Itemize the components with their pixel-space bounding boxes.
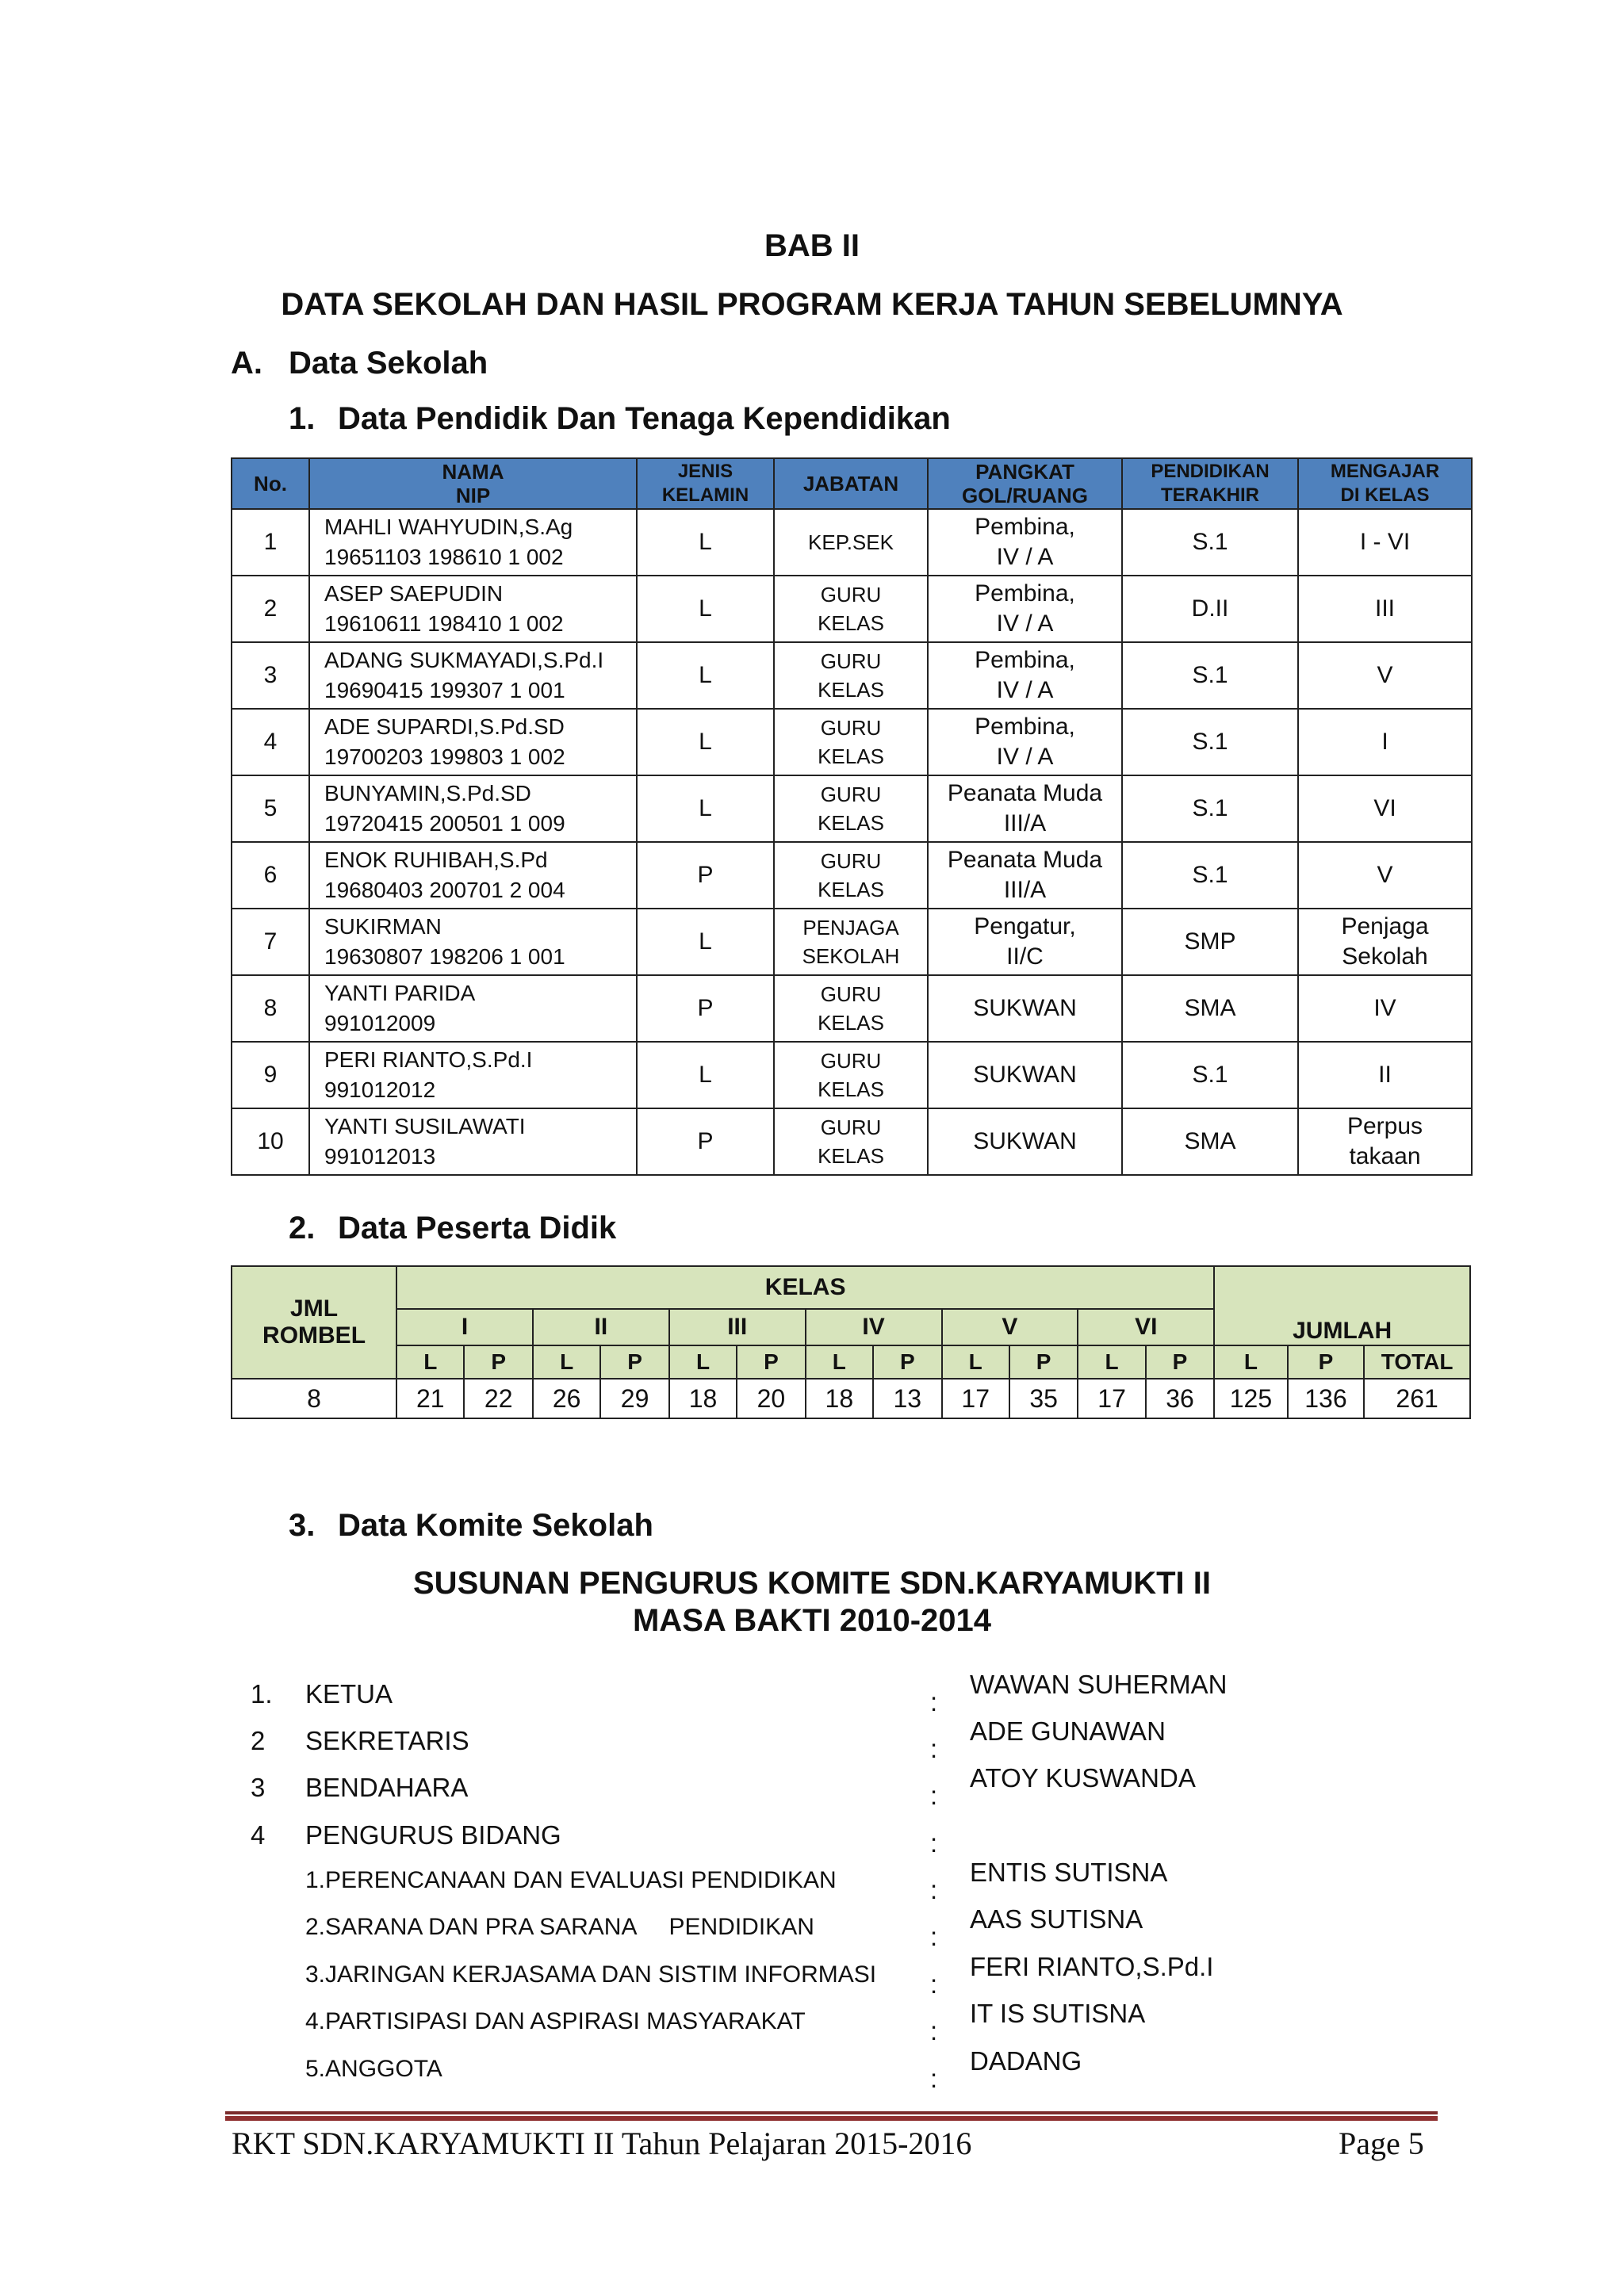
teacher-position-line1: KEP.SEK — [808, 530, 894, 554]
student-value: 21 — [396, 1379, 464, 1418]
teacher-position-line2: KELAS — [818, 1077, 884, 1101]
teacher-position-line2: KELAS — [818, 678, 884, 702]
committee-role: 4.PARTISIPASI DAN ASPIRASI MASYARAKAT — [305, 2008, 806, 2034]
teacher-name: ADANG SUKMAYADI,S.Pd.I — [324, 648, 604, 672]
teacher-class-line1: V — [1377, 862, 1393, 888]
teacher-row — [232, 775, 1472, 842]
student-value: 13 — [873, 1379, 941, 1418]
section-a-number: A. — [231, 346, 262, 381]
header-jenis-kelamin — [637, 458, 774, 509]
lp-header: P — [873, 1345, 941, 1379]
teacher-name-cell — [309, 1042, 637, 1108]
teacher-position-line1: GURU — [820, 1115, 882, 1139]
student-value: 18 — [669, 1379, 737, 1418]
class-header: VI — [1078, 1309, 1214, 1345]
committee-row — [0, 1716, 1624, 1770]
student-value: 17 — [1078, 1379, 1145, 1418]
header-jumlah: JUMLAH — [1214, 1266, 1470, 1345]
committee-row — [0, 1904, 1624, 1958]
teacher-rank — [928, 709, 1122, 775]
teacher-education: S.1 — [1122, 1042, 1298, 1108]
teacher-position-line2: SEKOLAH — [802, 944, 900, 968]
student-value: 36 — [1146, 1379, 1214, 1418]
teacher-rank — [928, 1108, 1122, 1175]
teacher-position-line1: GURU — [820, 583, 882, 607]
committee-member: ENTIS SUTISNA — [970, 1858, 1168, 1887]
committee-row — [0, 1999, 1624, 2053]
teacher-education: S.1 — [1122, 642, 1298, 709]
teacher-rank — [928, 975, 1122, 1042]
teacher-nip: 991012012 — [324, 1077, 436, 1102]
teacher-class — [1298, 642, 1472, 709]
teacher-class — [1298, 775, 1472, 842]
teacher-class-line2: takaan — [1349, 1143, 1421, 1169]
teacher-name: BUNYAMIN,S.Pd.SD — [324, 781, 531, 806]
committee-role: BENDAHARA — [305, 1773, 469, 1802]
teacher-rank-line2: III/A — [1003, 810, 1047, 836]
teacher-position-line1: GURU — [820, 982, 882, 1006]
lp-header-row — [232, 1345, 1470, 1379]
teacher-position — [774, 576, 928, 642]
committee-role: SEKRETARIS — [305, 1726, 469, 1755]
teacher-nip: 991012009 — [324, 1011, 436, 1035]
student-value: 29 — [600, 1379, 668, 1418]
teacher-table — [231, 457, 1473, 1176]
teacher-name: YANTI PARIDA — [324, 981, 476, 1005]
teacher-gender: P — [637, 975, 774, 1042]
committee-colon: : — [930, 1875, 938, 1904]
footer-rule — [225, 2111, 1438, 2114]
lp-header: L — [942, 1345, 1009, 1379]
teacher-class-line1: III — [1374, 595, 1395, 622]
header-mengajar-line1: MENGAJAR — [1330, 461, 1440, 482]
header-rombel-line2: ROMBEL — [262, 1322, 366, 1349]
teacher-position — [774, 842, 928, 909]
committee-role: PENGURUS BIDANG — [305, 1820, 561, 1850]
committee-member: WAWAN SUHERMAN — [970, 1670, 1228, 1699]
teacher-position-line1: GURU — [820, 783, 882, 806]
teacher-position-line2: KELAS — [818, 744, 884, 768]
committee-row — [0, 1670, 1624, 1724]
teacher-position — [774, 709, 928, 775]
footer-title: RKT SDN.KARYAMUKTI II Tahun Pelajaran 2015-2016 — [232, 2126, 972, 2161]
committee-role: 3.JARINGAN KERJASAMA DAN SISTIM INFORMASI — [305, 1961, 877, 1988]
teacher-position — [774, 1108, 928, 1175]
teacher-class-line1: VI — [1373, 795, 1396, 821]
teacher-name: ADE SUPARDI,S.Pd.SD — [324, 714, 565, 739]
teacher-nip: 19700203 199803 1 002 — [324, 744, 565, 769]
teacher-name: PERI RIANTO,S.Pd.I — [324, 1047, 533, 1072]
teacher-gender: L — [637, 775, 774, 842]
committee-member: ADE GUNAWAN — [970, 1716, 1166, 1746]
class-header: II — [533, 1309, 669, 1345]
sub3-number: 3. — [289, 1508, 316, 1543]
teacher-no: 6 — [232, 842, 309, 909]
teacher-gender: L — [637, 1042, 774, 1108]
lp-header: L — [669, 1345, 737, 1379]
lp-header: P — [600, 1345, 668, 1379]
teacher-row — [232, 509, 1472, 576]
teacher-rank — [928, 509, 1122, 576]
teacher-class-line1: I - VI — [1359, 529, 1411, 555]
committee-role: 5.ANGGOTA — [305, 2056, 442, 2082]
committee-number: 4 — [251, 1820, 266, 1850]
teacher-gender: P — [637, 842, 774, 909]
student-value-row — [232, 1379, 1470, 1418]
teacher-education: SMA — [1122, 975, 1298, 1042]
teacher-position-line2: KELAS — [818, 1011, 884, 1035]
teacher-row — [232, 842, 1472, 909]
teacher-rank-line2: IV / A — [996, 610, 1054, 637]
committee-member: IT IS SUTISNA — [970, 1999, 1146, 2028]
committee-colon: : — [930, 1969, 938, 1999]
teacher-position-line2: KELAS — [818, 1144, 884, 1168]
teacher-nip: 19630807 198206 1 001 — [324, 944, 565, 969]
committee-colon: : — [930, 1734, 938, 1763]
committee-row — [0, 1952, 1624, 2006]
lp-header: TOTAL — [1364, 1345, 1470, 1379]
header-no: No. — [232, 458, 309, 509]
teacher-class — [1298, 909, 1472, 975]
sub1-title: Data Pendidik Dan Tenaga Kependidikan — [338, 401, 951, 436]
committee-member: AAS SUTISNA — [970, 1904, 1143, 1934]
teacher-position-line1: GURU — [820, 649, 882, 673]
teacher-rank-line2: III/A — [1003, 877, 1047, 903]
sub2-number: 2. — [289, 1211, 316, 1246]
lp-header: L — [1214, 1345, 1287, 1379]
teacher-class — [1298, 509, 1472, 576]
header-pangkat-line2: GOL/RUANG — [962, 484, 1088, 507]
committee-title: SUSUNAN PENGURUS KOMITE SDN.KARYAMUKTI II — [413, 1566, 1211, 1601]
committee-period: MASA BAKTI 2010-2014 — [632, 1603, 991, 1638]
header-pangkat — [928, 458, 1122, 509]
teacher-gender: L — [637, 909, 774, 975]
class-header: I — [396, 1309, 533, 1345]
committee-role: 2.SARANA DAN PRA SARANA PENDIDIKAN — [305, 1914, 814, 1940]
header-nama-nip — [309, 458, 637, 509]
teacher-education: SMA — [1122, 1108, 1298, 1175]
lp-header: L — [806, 1345, 873, 1379]
teacher-name-cell — [309, 975, 637, 1042]
teacher-row — [232, 576, 1472, 642]
teacher-no: 2 — [232, 576, 309, 642]
student-value: 136 — [1288, 1379, 1364, 1418]
committee-row — [0, 1858, 1624, 1911]
teacher-position — [774, 1042, 928, 1108]
header-pend-line2: TERAKHIR — [1161, 484, 1259, 506]
teacher-name-cell — [309, 709, 637, 775]
teacher-rank-line1: Peanata Muda — [947, 780, 1103, 806]
header-pend-line1: PENDIDIKAN — [1151, 461, 1270, 482]
lp-header: P — [737, 1345, 805, 1379]
footer-page-number: Page 5 — [1339, 2126, 1424, 2161]
teacher-rank-line2: IV / A — [996, 744, 1054, 770]
teacher-education: S.1 — [1122, 709, 1298, 775]
teacher-position — [774, 775, 928, 842]
header-mengajar — [1298, 458, 1472, 509]
teacher-row — [232, 1108, 1472, 1175]
teacher-name-cell — [309, 775, 637, 842]
teacher-rank-line2: IV / A — [996, 677, 1054, 703]
teacher-position-line2: KELAS — [818, 811, 884, 835]
teacher-name: MAHLI WAHYUDIN,S.Ag — [324, 515, 573, 539]
teacher-class-line2: Sekolah — [1342, 943, 1428, 970]
teacher-gender: L — [637, 709, 774, 775]
teacher-rank-line1: Pembina, — [975, 714, 1075, 740]
student-value: 20 — [737, 1379, 805, 1418]
header-mengajar-line2: DI KELAS — [1340, 484, 1430, 506]
teacher-position — [774, 975, 928, 1042]
teacher-name-cell — [309, 576, 637, 642]
committee-role: KETUA — [305, 1679, 393, 1709]
header-nip: NIP — [455, 484, 491, 507]
teacher-class-line1: Penjaga — [1341, 913, 1429, 939]
teacher-gender: L — [637, 642, 774, 709]
teacher-position-line1: GURU — [820, 1049, 882, 1073]
committee-row — [0, 2046, 1624, 2100]
teacher-class — [1298, 975, 1472, 1042]
committee-colon: : — [930, 2064, 938, 2093]
teacher-row — [232, 909, 1472, 975]
sub2-title: Data Peserta Didik — [338, 1211, 617, 1246]
header-jabatan: JABATAN — [774, 458, 928, 509]
teacher-nip: 19690415 199307 1 001 — [324, 678, 565, 702]
teacher-rank — [928, 909, 1122, 975]
header-jk-line2: KELAMIN — [661, 484, 749, 506]
lp-header: L — [1078, 1345, 1145, 1379]
teacher-class-line1: II — [1378, 1062, 1392, 1088]
teacher-rank — [928, 1042, 1122, 1108]
committee-member: ATOY KUSWANDA — [970, 1763, 1196, 1793]
teacher-name-cell — [309, 642, 637, 709]
committee-colon: : — [930, 1687, 938, 1716]
student-value: 35 — [1009, 1379, 1078, 1418]
teacher-rank-line1: Pembina, — [975, 580, 1075, 607]
teacher-position-line1: GURU — [820, 849, 882, 873]
teacher-nip: 19720415 200501 1 009 — [324, 811, 565, 836]
teacher-education: S.1 — [1122, 775, 1298, 842]
teacher-class — [1298, 1108, 1472, 1175]
header-kelas: KELAS — [396, 1266, 1214, 1309]
header-jk-line1: JENIS — [677, 461, 733, 482]
teacher-row — [232, 642, 1472, 709]
committee-colon: : — [930, 1781, 938, 1810]
student-table — [231, 1265, 1471, 1419]
teacher-no: 1 — [232, 509, 309, 576]
teacher-position — [774, 509, 928, 576]
teacher-no: 4 — [232, 709, 309, 775]
sub1-number: 1. — [289, 401, 316, 436]
lp-header: P — [1146, 1345, 1214, 1379]
teacher-name: YANTI SUSILAWATI — [324, 1114, 526, 1138]
committee-colon: : — [930, 1922, 938, 1951]
teacher-rank — [928, 576, 1122, 642]
lp-header: P — [1288, 1345, 1364, 1379]
teacher-rank-line1: Pembina, — [975, 647, 1075, 673]
teacher-name: SUKIRMAN — [324, 914, 442, 939]
committee-row — [0, 1820, 1624, 1865]
sub3-title: Data Komite Sekolah — [338, 1508, 653, 1543]
teacher-name-cell — [309, 1108, 637, 1175]
teacher-table-body — [232, 509, 1472, 1175]
teacher-class-line1: Perpus — [1346, 1113, 1423, 1139]
teacher-education: SMP — [1122, 909, 1298, 975]
teacher-class — [1298, 709, 1472, 775]
teacher-gender: L — [637, 509, 774, 576]
teacher-nip: 991012013 — [324, 1144, 436, 1169]
header-pangkat-line1: PANGKAT — [975, 460, 1074, 484]
sub2-heading — [289, 1211, 616, 1246]
teacher-table-header — [232, 458, 1472, 509]
teacher-position — [774, 642, 928, 709]
teacher-row — [232, 709, 1472, 775]
student-value: 26 — [533, 1379, 600, 1418]
committee-member: DADANG — [970, 2046, 1082, 2076]
teacher-rank — [928, 842, 1122, 909]
teacher-education: S.1 — [1122, 842, 1298, 909]
committee-number: 1. — [251, 1679, 273, 1709]
footer-rule-thick — [225, 2116, 1438, 2121]
teacher-no: 7 — [232, 909, 309, 975]
student-value: 22 — [464, 1379, 532, 1418]
teacher-nip: 19680403 200701 2 004 — [324, 878, 565, 902]
teacher-class-line1: I — [1381, 729, 1388, 755]
teacher-no: 9 — [232, 1042, 309, 1108]
teacher-name: ENOK RUHIBAH,S.Pd — [324, 848, 548, 872]
teacher-name-cell — [309, 509, 637, 576]
header-jml-rombel — [232, 1266, 396, 1379]
student-value: 8 — [232, 1379, 396, 1418]
teacher-class — [1298, 842, 1472, 909]
teacher-no: 5 — [232, 775, 309, 842]
class-header: IV — [806, 1309, 942, 1345]
teacher-rank-line1: SUKWAN — [973, 995, 1077, 1021]
teacher-name-cell — [309, 909, 637, 975]
teacher-name-cell — [309, 842, 637, 909]
lp-header: L — [533, 1345, 600, 1379]
student-value: 17 — [942, 1379, 1009, 1418]
teacher-row — [232, 1042, 1472, 1108]
teacher-no: 3 — [232, 642, 309, 709]
teacher-nip: 19651103 198610 1 002 — [324, 545, 564, 569]
teacher-name: ASEP SAEPUDIN — [324, 581, 504, 606]
teacher-no: 8 — [232, 975, 309, 1042]
teacher-gender: L — [637, 576, 774, 642]
committee-role: 1.PERENCANAAN DAN EVALUASI PENDIDIKAN — [305, 1867, 837, 1893]
teacher-position-line2: KELAS — [818, 611, 884, 635]
teacher-rank — [928, 642, 1122, 709]
student-value: 125 — [1214, 1379, 1287, 1418]
teacher-no: 10 — [232, 1108, 309, 1175]
teacher-rank — [928, 775, 1122, 842]
teacher-education: S.1 — [1122, 509, 1298, 576]
header-rombel-line1: JML — [290, 1295, 339, 1322]
committee-colon: : — [930, 2016, 938, 2045]
teacher-class — [1298, 576, 1472, 642]
teacher-gender: P — [637, 1108, 774, 1175]
section-a-heading — [231, 346, 488, 381]
teacher-rank-line2: II/C — [1006, 943, 1044, 970]
teacher-class-line1: IV — [1373, 995, 1396, 1021]
student-value: 18 — [806, 1379, 873, 1418]
committee-colon: : — [930, 1828, 938, 1858]
header-nama: NAMA — [442, 460, 504, 484]
header-pendidikan — [1122, 458, 1298, 509]
section-a-title: Data Sekolah — [289, 346, 488, 381]
teacher-nip: 19610611 198410 1 002 — [324, 611, 564, 636]
teacher-education: D.II — [1122, 576, 1298, 642]
teacher-position-line2: KELAS — [818, 878, 884, 901]
committee-number: 2 — [251, 1726, 266, 1755]
teacher-rank-line1: SUKWAN — [973, 1128, 1077, 1154]
sub1-heading — [289, 401, 951, 437]
lp-header: P — [464, 1345, 532, 1379]
committee-row — [0, 1763, 1624, 1817]
teacher-rank-line1: Pembina, — [975, 514, 1075, 540]
teacher-rank-line1: SUKWAN — [973, 1062, 1077, 1088]
class-header: V — [942, 1309, 1078, 1345]
class-header: III — [669, 1309, 806, 1345]
chapter-title: DATA SEKOLAH DAN HASIL PROGRAM KERJA TAHUN SEBELUMNYA — [281, 287, 1343, 322]
teacher-class — [1298, 1042, 1472, 1108]
lp-header: P — [1009, 1345, 1078, 1379]
teacher-class-line1: V — [1377, 662, 1393, 688]
teacher-position-line1: PENJAGA — [802, 916, 899, 939]
committee-number: 3 — [251, 1773, 266, 1802]
sub3-heading — [289, 1508, 653, 1544]
teacher-row — [232, 975, 1472, 1042]
teacher-rank-line2: IV / A — [996, 544, 1054, 570]
committee-member: FERI RIANTO,S.Pd.I — [970, 1952, 1214, 1981]
teacher-position — [774, 909, 928, 975]
chapter-heading: BAB II — [764, 228, 860, 263]
teacher-rank-line1: Peanata Muda — [947, 847, 1103, 873]
teacher-rank-line1: Pengatur, — [974, 913, 1076, 939]
lp-header: L — [396, 1345, 464, 1379]
student-value: 261 — [1364, 1379, 1470, 1418]
teacher-position-line1: GURU — [820, 716, 882, 740]
